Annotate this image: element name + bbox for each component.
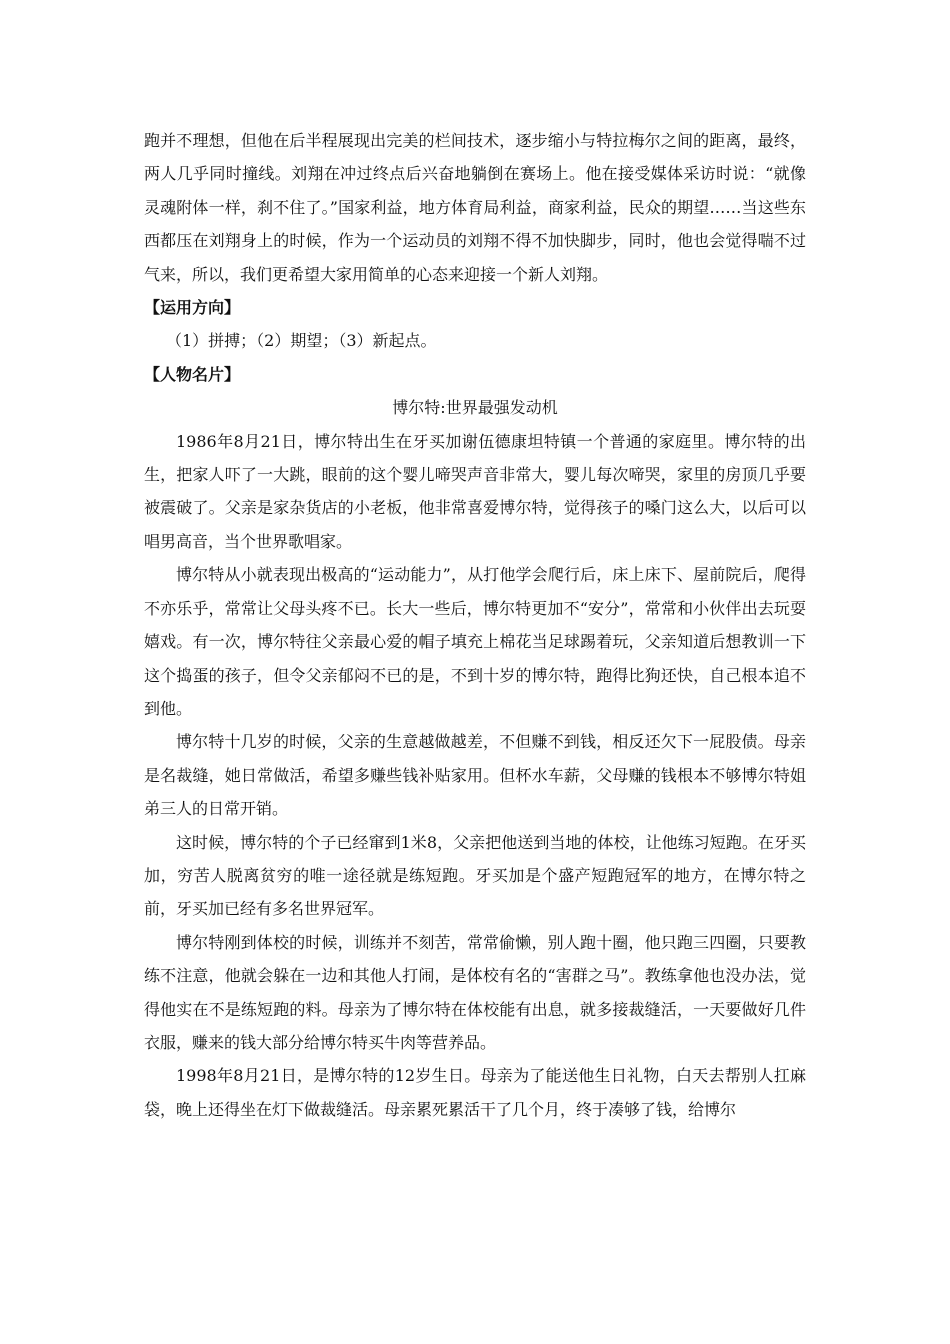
body-paragraph: 博尔特从小就表现出极高的“运动能力”，从打他学会爬行后，床上床下、屋前院后，爬得不亦乐乎，常常让父母头疼不已。长大一些后，博尔特更加不“安分”，常常和小伙伴出去玩耍嬉戏。有一次，博尔特往父亲最心爱的帽子填充上棉花当足球踢着玩，父亲知道后想教训一下这个捣蛋的孩子，但令父亲郁闷不已的是，不到十岁的博尔特，跑得比狗还快，自己根本追不到他。	[144, 565, 806, 718]
body-paragraph: 博尔特刚到体校的时候，训练并不刻苦，常常偷懒，别人跑十圈，他只跑三四圈，只要教练不注意，他就会躲在一边和其他人打闹，是体校有名的“害群之马”。教练拿他也没办法，觉得他实在不是练短跑的料。母亲为了博尔特在体校能有出息，就多接裁缝活，一天要做好几件衣服，赚来的钱大部分给博尔特买牛肉等营养品。	[144, 932, 806, 1052]
body-paragraph: 这时候，博尔特的个子已经窜到1米8，父亲把他送到当地的体校，让他练习短跑。在牙买加，穷苦人脱离贫穷的唯一途径就是练短跑。牙买加是个盛产短跑冠军的地方，在博尔特之前，牙买加已经有多名世界冠军。	[144, 832, 806, 919]
usage-section-heading: 【运用方向】	[144, 298, 241, 318]
intro-paragraph: 跑并不理想，但他在后半程展现出完美的栏间技术，逐步缩小与特拉梅尔之间的距离，最终，两人几乎同时撞线。刘翔在冲过终点后兴奋地躺倒在赛场上。他在接受媒体采访时说：“就像灵魂附体一样，刹不住了。”国家利益，地方体育局利益，商家利益，民众的期望……当这些东西都压在刘翔身上的时候，作为一个运动员的刘翔不得不加快脚步，同时，他也会觉得喘不过气来，所以，我们更希望大家用简单的心态来迎接一个新人刘翔。	[144, 131, 806, 284]
profile-title: 博尔特:世界最强发动机	[392, 398, 558, 418]
profile-section-heading: 【人物名片】	[144, 364, 241, 384]
document-body	[144, 124, 806, 1126]
body-paragraph: 1986年8月21日，博尔特出生在牙买加谢伍德康坦特镇一个普通的家庭里。博尔特的出生，把家人吓了一大跳，眼前的这个婴儿啼哭声音非常大，婴儿每次啼哭，家里的房顶几乎要被震破了。父亲是家杂货店的小老板，他非常喜爱博尔特，觉得孩子的嗓门这么大，以后可以唱男高音，当个世界歌唱家。	[144, 431, 806, 551]
body-paragraph: 博尔特十几岁的时候，父亲的生意越做越差，不但赚不到钱，相反还欠下一屁股债。母亲是名裁缝，她日常做活，希望多赚些钱补贴家用。但杯水车薪，父母赚的钱根本不够博尔特姐弟三人的日常开销。	[144, 732, 806, 819]
body-paragraph: 1998年8月21日，是博尔特的12岁生日。母亲为了能送他生日礼物，白天去帮别人扛麻袋，晚上还得坐在灯下做裁缝活。母亲累死累活干了几个月，终于凑够了钱，给博尔	[144, 1066, 806, 1119]
usage-section-items: （1）拼搏；（2）期望；（3）新起点。	[166, 331, 437, 351]
